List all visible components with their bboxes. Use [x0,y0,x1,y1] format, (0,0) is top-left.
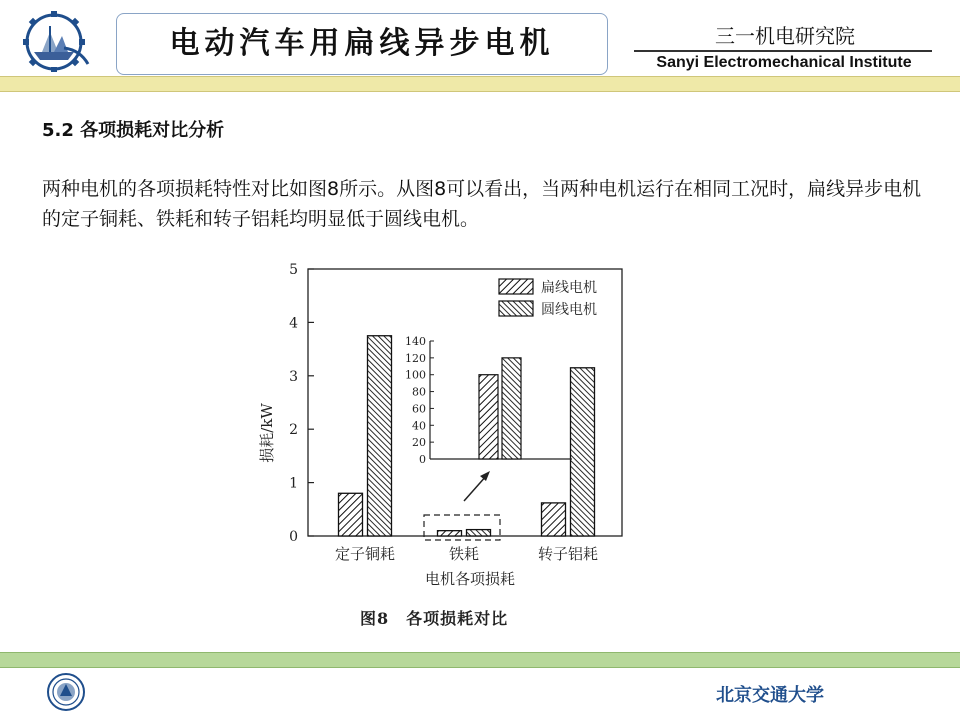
bar-round-2 [571,368,595,536]
header-band [0,76,960,92]
inset-y-tick-label: 80 [412,385,426,399]
body-paragraph: 两种电机的各项损耗特性对比如图8所示。从图8可以看出，当两种电机运行在相同工况时，扁线异步电机的定子铜耗、铁耗和转子铝耗均明显低于圆线电机。 [42,178,922,230]
title-box [116,13,608,75]
y-tick-label: 1 [289,475,298,492]
y-tick-label: 2 [289,422,298,439]
inset-y-tick-label: 140 [405,335,426,348]
section-title: 5.2 各项损耗对比分析 [42,120,225,141]
legend-label-0: 扁线电机 [541,280,597,296]
inset-chart [405,335,572,466]
inset-y-tick-label: 120 [405,351,426,365]
inset-y-tick-label: 60 [412,402,426,416]
legend-swatch-0 [499,279,533,294]
y-tick-label: 4 [289,315,298,332]
x-tick-label: 定子铜耗 [334,545,396,563]
y-tick-label: 0 [289,529,298,545]
footer-band [0,652,960,668]
inset-bar-flat [479,375,498,459]
bar-round-1 [467,530,491,536]
x-axis-label: 电机各项损耗 [424,570,516,588]
slide-header [0,0,960,92]
slide-title: 电动汽车用扁线异步电机 [169,26,555,61]
bar-flat-0 [339,493,363,536]
figure-caption: 图8 各项损耗对比 [360,609,509,628]
y-axis-label: 损耗/kW [258,403,276,463]
arrow-head [480,471,490,481]
bar-flat-2 [542,503,566,536]
loss-comparison-chart [240,255,640,595]
main-bars [339,336,595,536]
inset-bar-round [502,358,521,459]
x-tick-label: 转子铝耗 [537,545,599,563]
inset-y-tick-label: 20 [412,436,426,450]
inset-y-tick-label: 40 [412,419,426,433]
legend-swatch-1 [499,301,533,316]
institute-name-cn: 三一机电研究院 [715,24,855,48]
y-tick-label: 3 [289,368,298,385]
inset-y-tick-label: 100 [405,368,426,382]
main-x-ticks [335,545,598,563]
institute-name-en: Sanyi Electromechanical Institute [656,54,912,71]
inset-y-tick-label: 0 [419,453,426,466]
university-seal-icon [46,672,86,712]
y-tick-label: 5 [289,262,298,278]
institute-logo-icon [18,8,94,72]
legend-label-1: 圆线电机 [541,302,597,318]
institute-divider [634,50,932,52]
x-tick-label: 铁耗 [448,545,480,563]
bar-flat-1 [438,531,462,536]
university-name: 北京交通大学 [716,685,824,706]
main-y-ticks [289,262,314,545]
bar-round-0 [368,336,392,536]
chart-legend [499,279,597,318]
